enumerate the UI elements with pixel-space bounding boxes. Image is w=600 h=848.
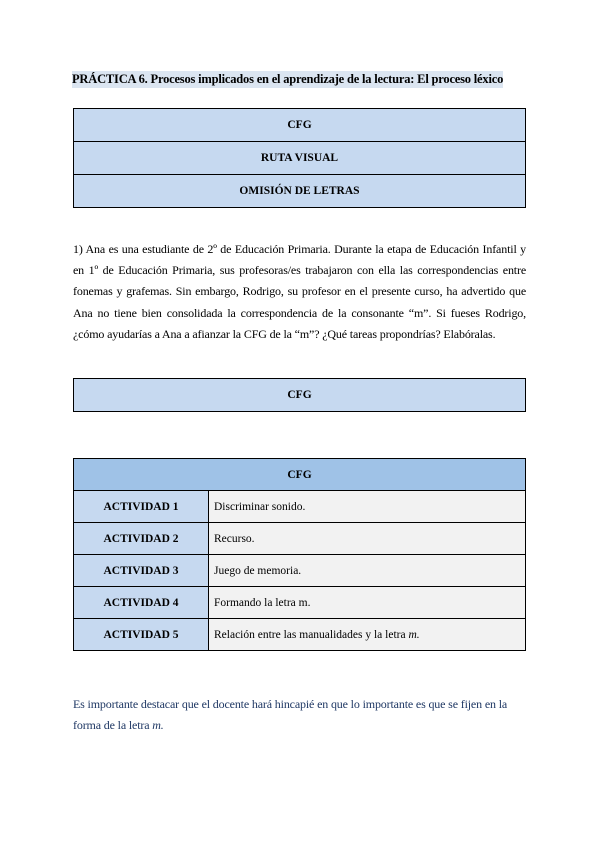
activity-label: ACTIVIDAD 2 [74,523,209,555]
cfg-box [73,378,526,412]
table-row [74,555,526,587]
activity-description-text: Relación entre las manualidades y la letra [214,628,409,641]
activity-description: Discriminar sonido. [209,491,526,523]
header-box [73,108,526,208]
table-row [74,587,526,619]
activities-table [73,458,526,651]
activity-label: ACTIVIDAD 5 [74,619,209,651]
header-box-row-omission: OMISIÓN DE LETRAS [74,175,525,207]
activity-description: Juego de memoria. [209,555,526,587]
activity-label: ACTIVIDAD 4 [74,587,209,619]
header-box-row-cfg: CFG [74,109,525,142]
table-row [74,619,526,651]
table-row [74,491,526,523]
activity-label: ACTIVIDAD 1 [74,491,209,523]
cfg-box-label: CFG [74,379,525,411]
header-box-row-route: RUTA VISUAL [74,142,525,175]
activity-description-letter: m. [408,628,420,641]
table-row [74,523,526,555]
note-paragraph [73,694,526,736]
note-text: Es importante destacar que el docente hará hincapié en que lo importante es que se fijen en la forma de la letra [73,697,508,732]
table-header: CFG [74,459,526,491]
table-header-row [74,459,526,491]
activity-description: Formando la letra m. [209,587,526,619]
activity-description: Recurso. [209,523,526,555]
question-paragraph: 1) Ana es una estudiante de 2º de Educación Primaria. Durante la etapa de Educación Infantil y en 1º de Educación Primaria, sus profesoras/es trabajaron con ella las correspondencias entre fonemas y grafemas. Sin embargo, Rodrigo, su profesor en el presente curso, ha advertido que Ana no tiene bien consolidada la correspondencia de la consonante “m”. Si fueses Rodrigo, ¿cómo ayudarías a Ana a afianzar la CFG de la “m”? ¿Qué tareas propondrías? Elabóralas. [73,242,526,341]
activity-label: ACTIVIDAD 3 [74,555,209,587]
activity-description [209,619,526,651]
note-letter: m. [152,718,164,732]
page-title: PRÁCTICA 6. Procesos implicados en el aprendizaje de la lectura: El proceso léxico [72,72,504,86]
